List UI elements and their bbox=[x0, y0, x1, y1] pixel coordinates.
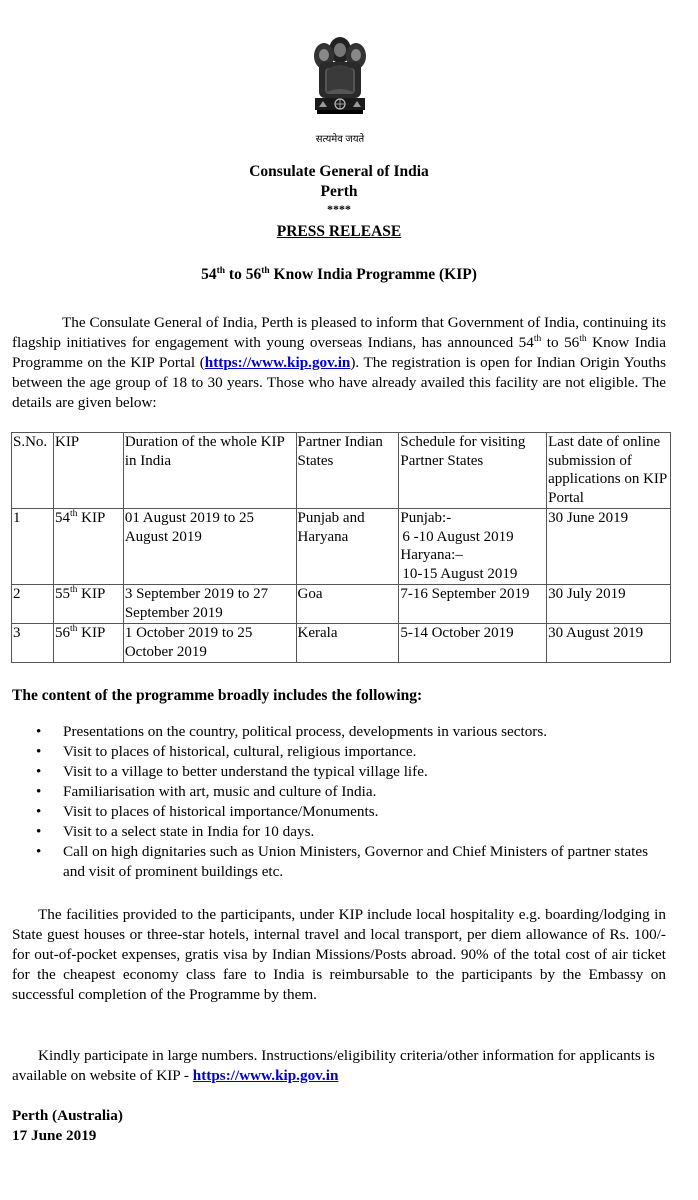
table-header-row bbox=[12, 433, 671, 509]
organization-name: Consulate General of India bbox=[249, 163, 429, 180]
signoff-place: Perth (Australia) bbox=[12, 1107, 123, 1124]
list-item: • Visit to a select state in India for 10 days. bbox=[36, 823, 315, 840]
content-list bbox=[12, 722, 662, 882]
emblem-motto: सत्यमेव जयते bbox=[315, 134, 365, 145]
header-schedule: Schedule for visiting Partner States bbox=[399, 433, 547, 509]
national-emblem-icon bbox=[305, 30, 375, 134]
cell-lastdate: 30 June 2019 bbox=[547, 509, 671, 585]
cell-schedule: 5-14 October 2019 bbox=[399, 624, 547, 663]
cell-states: Goa bbox=[296, 585, 399, 624]
bullet-icon: • bbox=[36, 823, 42, 840]
bullet-icon: • bbox=[36, 843, 42, 860]
cell-kip: 56th KIP bbox=[53, 624, 123, 663]
kip-portal-link[interactable]: https://www.kip.gov.in bbox=[204, 354, 351, 371]
cell-states: Kerala bbox=[296, 624, 399, 663]
list-item: • Visit to a village to better understand the typical village life. bbox=[36, 763, 428, 780]
organization-city: Perth bbox=[320, 183, 358, 200]
header-lastdate: Last date of online submission of applications on KIP Portal bbox=[547, 433, 671, 509]
table-row bbox=[12, 624, 671, 663]
cell-duration: 1 October 2019 to 25 October 2019 bbox=[123, 624, 296, 663]
bullet-icon: • bbox=[36, 783, 42, 800]
cell-sno: 2 bbox=[12, 585, 54, 624]
list-item: • Visit to places of historical, cultural, religious importance. bbox=[36, 743, 417, 760]
kip-schedule-table bbox=[11, 432, 671, 663]
header-kip: KIP bbox=[53, 433, 123, 509]
header-sno: S.No. bbox=[12, 433, 54, 509]
table-row bbox=[12, 509, 671, 585]
closing-paragraph: Kindly participate in large numbers. Instructions/eligibility criteria/other information for applicants is available on website of KIP - https://www.kip.gov.in bbox=[12, 1047, 655, 1084]
press-release-heading: PRESS RELEASE bbox=[276, 223, 402, 240]
kip-website-link[interactable]: https://www.kip.gov.in bbox=[192, 1067, 339, 1084]
cell-schedule: 7-16 September 2019 bbox=[399, 585, 547, 624]
bullet-icon: • bbox=[36, 763, 42, 780]
bullet-icon: • bbox=[36, 743, 42, 760]
separator-stars: **** bbox=[327, 202, 351, 216]
header-duration: Duration of the whole KIP in India bbox=[123, 433, 296, 509]
signoff-date: 17 June 2019 bbox=[12, 1127, 97, 1144]
header-states: Partner Indian States bbox=[296, 433, 399, 509]
facilities-paragraph: The facilities provided to the participants, under KIP include local hospitality e.g. boarding/lodging in State guest houses or three-star hotels, internal travel and local transport, per diem allowance of Rs. 100/- for out-of-pocket expenses, gratis visa by Indian Missions/Posts abroad. 90% of the total cost of air ticket for the cheapest economy class fare to India is reimbursable to the participants by the Embassy on successful completion of the Programme by them. bbox=[12, 906, 666, 1003]
programme-title: 54th to 56th Know India Programme (KIP) bbox=[201, 265, 477, 283]
cell-lastdate: 30 August 2019 bbox=[547, 624, 671, 663]
list-item: • Familiarisation with art, music and culture of India. bbox=[36, 783, 377, 800]
list-item: • Visit to places of historical importance/Monuments. bbox=[36, 803, 379, 820]
cell-duration: 3 September 2019 to 27 September 2019 bbox=[123, 585, 296, 624]
cell-schedule: Punjab:- 6 -10 August 2019 Haryana:– 10-15 August 2019 bbox=[399, 509, 547, 585]
list-item: • Call on high dignitaries such as Union Ministers, Governor and Chief Ministers of partner states and visit of prominent buildings etc. bbox=[36, 843, 649, 880]
cell-duration: 01 August 2019 to 25 August 2019 bbox=[123, 509, 296, 585]
intro-paragraph: The Consulate General of India, Perth is pleased to inform that Government of India, continuing its flagship initiatives for engagement with young overseas Indians, has announced 54th to 56th Know India Programme on the KIP Portal (https://www.kip.gov.in). The registration is open for Indian Origin Youths between the age group of 18 to 30 years. Those who have already availed this facility are not eligible. The details are given below: bbox=[12, 314, 666, 411]
cell-kip: 54th KIP bbox=[53, 509, 123, 585]
cell-states: Punjab and Haryana bbox=[296, 509, 399, 585]
cell-sno: 3 bbox=[12, 624, 54, 663]
cell-lastdate: 30 July 2019 bbox=[547, 585, 671, 624]
bullet-icon: • bbox=[36, 803, 42, 820]
table-row bbox=[12, 585, 671, 624]
cell-kip: 55th KIP bbox=[53, 585, 123, 624]
cell-sno: 1 bbox=[12, 509, 54, 585]
bullet-icon: • bbox=[36, 723, 42, 740]
national-emblem bbox=[290, 30, 390, 152]
content-heading: The content of the programme broadly includes the following: bbox=[12, 687, 423, 704]
list-item: • Presentations on the country, political process, developments in various sectors. bbox=[36, 723, 548, 740]
